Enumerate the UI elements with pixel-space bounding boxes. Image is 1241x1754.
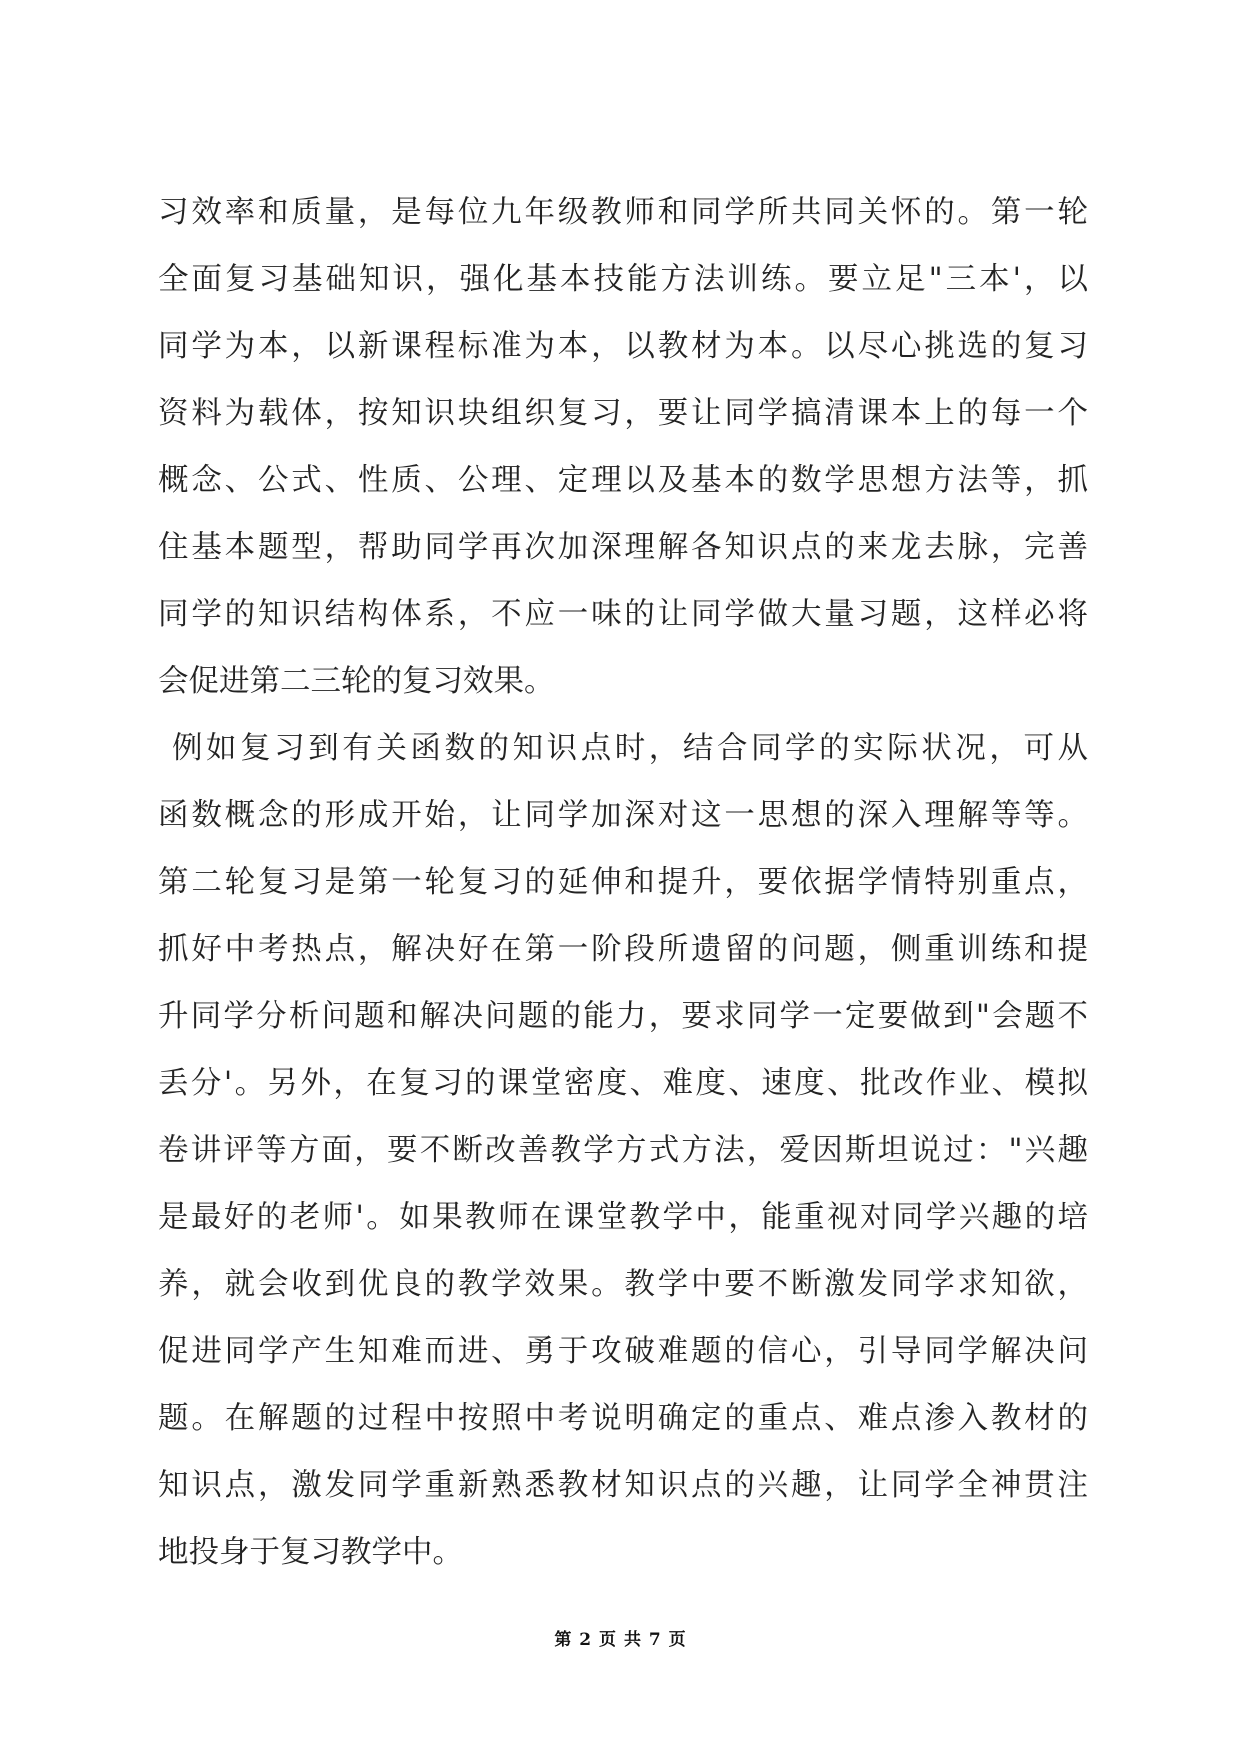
text-line: 习效率和质量，是每位九年级教师和同学所共同关怀的。第一轮: [158, 195, 1088, 230]
text-line: 知识点，激发同学重新熟悉教材知识点的兴趣，让同学全神贯注: [158, 1468, 1088, 1503]
text-line: 促进同学产生知难而进、勇于攻破难题的信心，引导同学解决问: [158, 1334, 1088, 1369]
paragraph-1: [158, 188, 1088, 724]
text-line: 养，就会收到优良的教学效果。教学中要不断激发同学求知欲，: [158, 1267, 1088, 1302]
text-line: 抓好中考热点，解决好在第一阶段所遗留的问题，侧重训练和提: [158, 932, 1088, 967]
text-line: 卷讲评等方面，要不断改善教学方式方法，爱因斯坦说过："兴趣: [158, 1133, 1088, 1168]
text-line: 会促进第二三轮的复习效果。: [158, 664, 555, 699]
text-line: 同学的知识结构体系，不应一味的让同学做大量习题，这样必将: [158, 597, 1088, 632]
text-line: 资料为载体，按知识块组织复习，要让同学搞清课本上的每一个: [158, 396, 1088, 431]
paragraph-2: [158, 724, 1088, 1595]
text-line: 住基本题型，帮助同学再次加深理解各知识点的来龙去脉，完善: [158, 530, 1088, 565]
text-line: 全面复习基础知识，强化基本技能方法训练。要立足"三本'，以: [158, 262, 1088, 297]
text-line: 题。在解题的过程中按照中考说明确定的重点、难点渗入教材的: [158, 1401, 1088, 1436]
text-line: 概念、公式、性质、公理、定理以及基本的数学思想方法等，抓: [158, 463, 1088, 498]
text-line: 升同学分析问题和解决问题的能力，要求同学一定要做到"会题不: [158, 999, 1088, 1034]
text-line: 同学为本，以新课程标准为本，以教材为本。以尽心挑选的复习: [158, 329, 1088, 364]
text-line: 地投身于复习教学中。: [158, 1535, 463, 1570]
text-line: 例如复习到有关函数的知识点时，结合同学的实际状况，可从: [172, 731, 1088, 766]
page-number-footer: 第 2 页 共 7 页: [554, 1630, 687, 1650]
document-body: [158, 188, 1088, 1595]
text-line: 丢分'。另外，在复习的课堂密度、难度、速度、批改作业、模拟: [158, 1066, 1088, 1101]
text-line: 函数概念的形成开始，让同学加深对这一思想的深入理解等等。: [158, 798, 1088, 833]
text-line: 第二轮复习是第一轮复习的延伸和提升，要依据学情特别重点，: [158, 865, 1088, 900]
text-line: 是最好的老师'。如果教师在课堂教学中，能重视对同学兴趣的培: [158, 1200, 1088, 1235]
